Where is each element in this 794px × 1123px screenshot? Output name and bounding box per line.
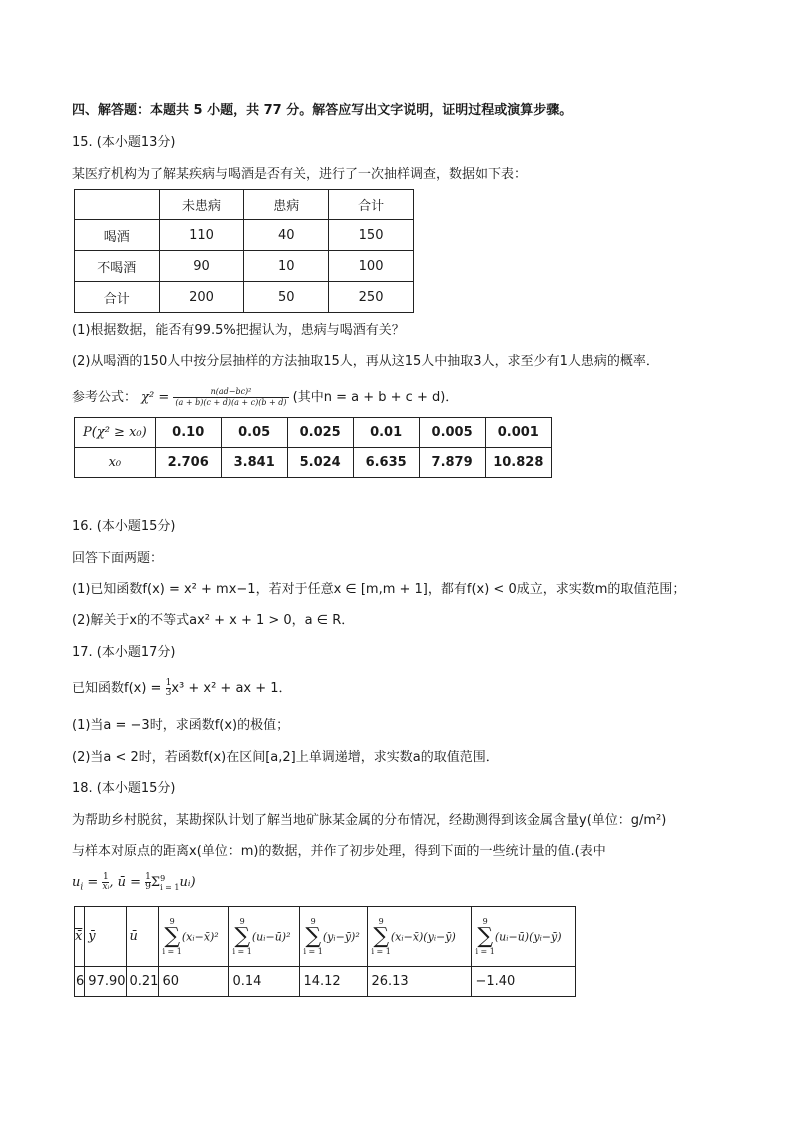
sigma-body: uᵢ) [179, 875, 196, 890]
q16-title: 16. (本小题15分) [72, 519, 176, 534]
table-cell: 6 [75, 967, 85, 997]
table-cell: 250 [329, 282, 414, 313]
header-ybar: ȳ [85, 907, 126, 967]
q15-formula [72, 384, 458, 412]
u-frac-num: 1 [103, 872, 109, 882]
q15-title: 15. (本小题13分) [72, 135, 176, 150]
q15-critical-value-table [74, 417, 552, 478]
sigma-limits [160, 874, 179, 892]
sum-lower: i = 1 [475, 946, 495, 956]
header-xbar: x̄ [75, 907, 85, 967]
table-cell: 40 [244, 220, 329, 251]
sum-expr: (yᵢ−ȳ)² [322, 930, 360, 943]
row-label: P(χ² ≥ x₀) [75, 418, 156, 448]
table-cell: 100 [329, 251, 414, 282]
sum-lower: i = 1 [162, 946, 182, 956]
table-cell: 97.90 [85, 967, 126, 997]
sum-upper: 9 [378, 916, 384, 926]
table-cell: −1.40 [472, 967, 576, 997]
q17-title: 17. (本小题17分) [72, 645, 176, 660]
formula-label: 参考公式： [72, 390, 138, 405]
sigma-upper: 9 [160, 873, 166, 883]
q18-statistics-table [74, 906, 576, 997]
formula-lhs: χ² = [141, 390, 170, 405]
sum-symbol: 9 ∑ i = 1 [162, 916, 182, 956]
q17-stem [72, 676, 292, 702]
row-label: 不喝酒 [75, 251, 160, 282]
table-cell: 0.14 [229, 967, 300, 997]
table-cell: 110 [159, 220, 244, 251]
ubar-frac-den: 9 [145, 882, 151, 892]
sum-symbol: 9 ∑ i = 1 [475, 916, 495, 956]
q15-part2: (2)从喝酒的150人中按分层抽样的方法抽取15人，再从这15人中抽取3人，求至少有1人患病的概率． [72, 354, 659, 369]
table-cell: 90 [159, 251, 244, 282]
table-cell: 3.841 [221, 448, 287, 478]
header-sum-xy [368, 907, 472, 967]
q17-part1: (1)当a = −3时，求函数f(x)的极值； [72, 718, 290, 733]
table-cell: 200 [159, 282, 244, 313]
q18-line2: 与样本对原点的距离x(单位：m)的数据，并作了初步处理，得到下面的一些统计量的值.(表中 [72, 844, 606, 859]
ubar-frac-num: 1 [145, 872, 151, 882]
table-cell: 0.025 [287, 418, 353, 448]
sum-upper: 9 [310, 916, 316, 926]
table-header: 未患病 [159, 190, 244, 220]
q15-contingency-table [74, 189, 414, 313]
sum-lower: i = 1 [303, 946, 323, 956]
q18-line1: 为帮助乡村脱贫，某勘探队计划了解当地矿脉某金属的分布情况，经勘测得到该金属含量y(单位：g/m²) [72, 813, 667, 828]
table-cell: 10 [244, 251, 329, 282]
sum-expr: (uᵢ−ū)² [251, 930, 291, 943]
table-cell: 150 [329, 220, 414, 251]
row-label: 喝酒 [75, 220, 160, 251]
table-cell: 0.001 [485, 418, 551, 448]
section-header: 四、解答题：本题共 5 小题，共 77 分。解答应写出文字说明，证明过程或演算步骤。 [72, 103, 573, 118]
formula-numerator: n(ad−bc)² [173, 387, 288, 398]
table-cell: 60 [159, 967, 229, 997]
q15-part1: (1)根据数据，能否有99.5%把握认为，患病与喝酒有关？ [72, 323, 405, 338]
sum-lower: i = 1 [232, 946, 252, 956]
table-cell: 2.706 [155, 448, 221, 478]
u-symbol: u [72, 875, 81, 890]
q18-title: 18. (本小题15分) [72, 781, 176, 796]
header-sum-xx [159, 907, 229, 967]
table-cell: 6.635 [353, 448, 419, 478]
header-sum-uu [229, 907, 300, 967]
header-sum-yy [300, 907, 368, 967]
table-cell: 5.024 [287, 448, 353, 478]
q18-line3 [72, 870, 196, 901]
q17-frac-den: 3 [165, 688, 172, 698]
table-cell: 0.05 [221, 418, 287, 448]
q16-part2: (2)解关于x的不等式ax² + x + 1 > 0，a ∈ R． [72, 613, 355, 628]
sum-upper: 9 [239, 916, 245, 926]
table-cell: 0.10 [155, 418, 221, 448]
table-header: 合计 [329, 190, 414, 220]
row-label: 合计 [75, 282, 160, 313]
row-label: x₀ [75, 448, 156, 478]
table-cell [75, 190, 160, 220]
header-sum-uy [472, 907, 576, 967]
table-cell: 50 [244, 282, 329, 313]
u-frac-den: xᵢ [102, 882, 110, 892]
equals: = [83, 875, 103, 890]
q17-frac-num: 1 [165, 678, 172, 688]
sum-upper: 9 [169, 916, 175, 926]
sigma-lower: i = 1 [160, 882, 180, 892]
header-ubar: ū [126, 907, 159, 967]
sigma-symbol: Σ [150, 875, 161, 890]
table-cell: 14.12 [300, 967, 368, 997]
table-cell: 7.879 [419, 448, 485, 478]
q15-intro: 某医疗机构为了解某疾病与喝酒是否有关，进行了一次抽样调查，数据如下表： [72, 167, 528, 182]
sum-symbol: 9 ∑ i = 1 [371, 916, 391, 956]
sum-upper: 9 [482, 916, 488, 926]
table-cell: 26.13 [368, 967, 472, 997]
q16-part1: (1)已知函数f(x) = x² + mx−1，若对于任意x ∈ [m,m + 1]，都有f(x) < 0成立，求实数m的取值范围； [72, 582, 686, 597]
q17-stem-suffix: x³ + x² + ax + 1． [171, 681, 292, 696]
q17-part2: (2)当a < 2时，若函数f(x)在区间[a,2]上单调递增，求实数a的取值范围． [72, 750, 499, 765]
sum-lower: i = 1 [371, 946, 391, 956]
table-cell: 0.21 [126, 967, 159, 997]
sum-expr: (xᵢ−x̄)(yᵢ−ȳ) [390, 930, 456, 943]
sum-expr: (xᵢ−x̄)² [181, 930, 219, 943]
sum-symbol: 9 ∑ i = 1 [303, 916, 323, 956]
formula-fraction [173, 387, 288, 408]
table-cell: 0.005 [419, 418, 485, 448]
table-header: 患病 [244, 190, 329, 220]
q17-stem-prefix: 已知函数f(x) = [72, 681, 162, 696]
table-cell: 10.828 [485, 448, 551, 478]
q16-intro: 回答下面两题： [72, 551, 164, 566]
ubar-equals: , ū = [109, 875, 146, 890]
table-cell: 0.01 [353, 418, 419, 448]
sum-expr: (uᵢ−ū)(yᵢ−ȳ) [494, 930, 562, 943]
sum-symbol: 9 ∑ i = 1 [232, 916, 252, 956]
u-subscript: i [80, 882, 84, 893]
formula-denominator: (a + b)(c + d)(a + c)(b + d) [175, 398, 287, 407]
formula-tail: (其中n = a + b + c + d)． [292, 390, 459, 405]
